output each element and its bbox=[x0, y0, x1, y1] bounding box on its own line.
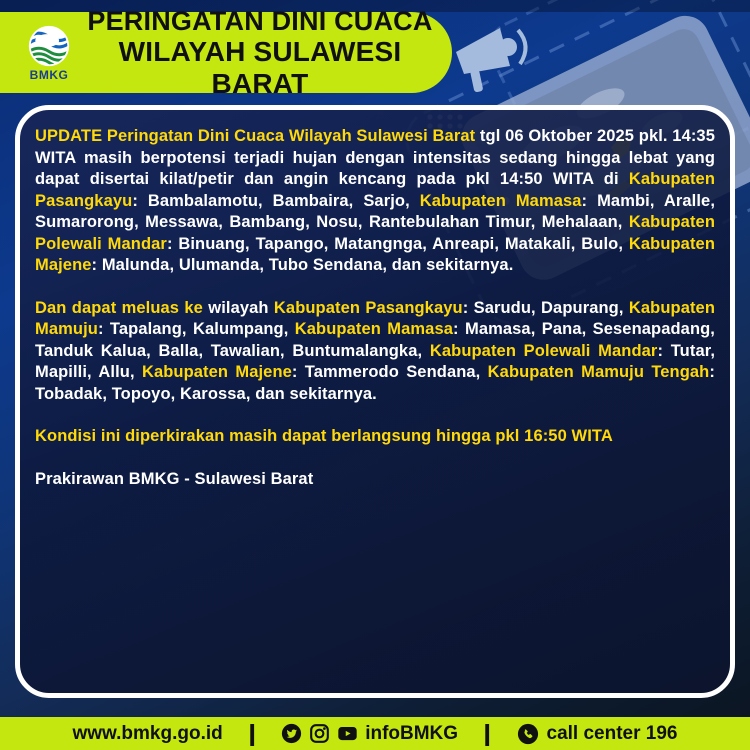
phone-icon bbox=[517, 723, 539, 745]
call-center bbox=[517, 723, 678, 745]
footer-separator: | bbox=[247, 720, 257, 746]
call-center-label: call center 196 bbox=[546, 722, 678, 744]
footer-separator: | bbox=[483, 720, 492, 746]
website-url: www.bmkg.go.id bbox=[72, 722, 223, 744]
bmkg-logo-icon bbox=[27, 24, 71, 68]
megaphone-icon bbox=[456, 28, 526, 93]
instagram-icon bbox=[309, 723, 330, 744]
title-line1: PERINGATAN DINI CUACA bbox=[87, 6, 433, 37]
title-line2: WILAYAH SULAWESI BARAT bbox=[118, 36, 402, 99]
twitter-icon bbox=[281, 723, 302, 744]
warning-card bbox=[15, 105, 735, 698]
youtube-icon bbox=[337, 723, 358, 744]
header-banner bbox=[0, 6, 452, 99]
validity-note: Kondisi ini diperkirakan masih dapat berlangsung hingga pkl 16:50 WITA bbox=[35, 427, 613, 445]
forecaster-credit: Prakirawan BMKG - Sulawesi Barat bbox=[35, 469, 314, 488]
expansion-paragraph: Dan dapat meluas ke wilayah Kabupaten Pasangkayu: Sarudu, Dapurang, Kabupaten Mamuju: Tapalang, Kalumpang, Kabupaten Mamasa: Mamasa, Pana, Sesenapadang, Tanduk Kalua, Balla, Tawalian, Buntumalangka, Kabupaten Polewali Mandar: Tutar, Mapilli, Allu, Kabupaten Majene: Tammerodo Sendana, Kabupaten Mamuju Tengah: Tobadak, Topoyo, Karossa, dan sekitarnya. bbox=[35, 298, 716, 403]
footer-bar bbox=[0, 717, 750, 750]
social-links bbox=[281, 723, 458, 745]
bmkg-logo-label: BMKG bbox=[29, 67, 69, 82]
page-title bbox=[82, 6, 452, 99]
social-handle: infoBMKG bbox=[365, 722, 459, 744]
bmkg-logo bbox=[16, 24, 82, 82]
warning-paragraph: UPDATE Peringatan Dini Cuaca Wilayah Sulawesi Barat tgl 06 Oktober 2025 pkl. 14:35 WITA masih berpotensi terjadi hujan dengan intensitas sedang hingga lebat yang dapat disertai kilat/petir dan angin kencang pada pkl 14:50 WITA di Kabupaten Pasangkayu: Bambalamotu, Bambaira, Sarjo, Kabupaten Mamasa: Mambi, Aralle, Sumarorong, Messawa, Bambang, Nosu, Rantebulahan Timur, Mehalaan, Kabupaten Polewali Mandar: Binuang, Tapango, Matangnga, Anreapi, Matakali, Bulo, Kabupaten Majene: Malunda, Ulumanda, Tubo Sendana, dan sekitarnya. bbox=[35, 127, 716, 274]
